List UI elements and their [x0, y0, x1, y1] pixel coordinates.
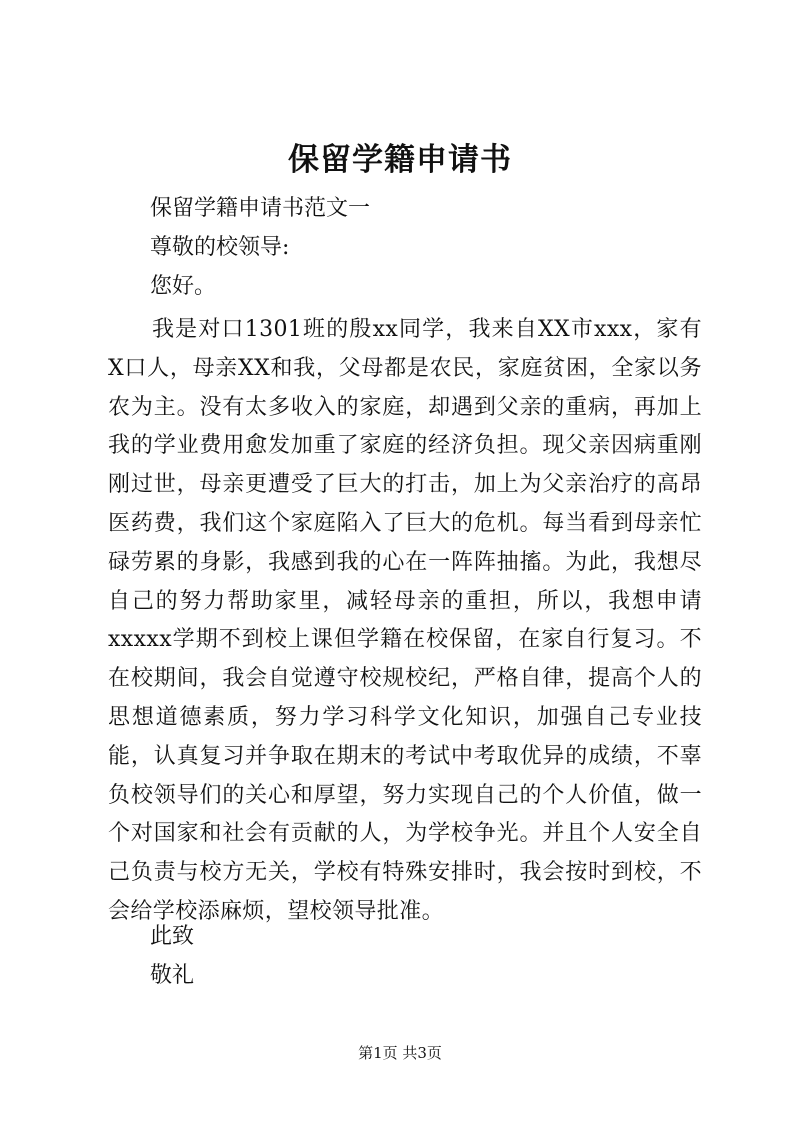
closing-line-1: 此致	[150, 924, 195, 949]
salutation: 尊敬的校领导:	[150, 235, 290, 260]
document-subtitle: 保留学籍申请书范文一	[150, 196, 371, 221]
greeting: 您好。	[150, 274, 217, 299]
closing-line-2: 敬礼	[150, 963, 195, 988]
page-number: 第1页 共3页	[358, 1044, 442, 1062]
document-title: 保留学籍申请书	[288, 142, 512, 178]
body-paragraph: 我是对口1301班的殷xx同学，我来自XX市xxx，家有X口人，母亲XX和我，父母都是农民，家庭贫困，全家以务农为主。没有太多收入的家庭，却遇到父亲的重病，再加上我的学业费用愈发加重了家庭的经济负担。现父亲因病重刚刚过世，母亲更遭受了巨大的打击，加上为父亲治疗的高昂医药费，我们这个家庭陷入了巨大的危机。每当看到母亲忙碌劳累的身影，我感到我的心在一阵阵抽搐。为此，我想尽自己的努力帮助家里，减轻母亲的重担，所以，我想申请xxxxx学期不到校上课但学籍在校保留，在家自行复习。不在校期间，我会自觉遵守校规校纪，严格自律，提高个人的思想道德素质，努力学习科学文化知识，加强自己专业技能，认真复习并争取在期末的考试中考取优异的成绩，不辜负校领导们的关心和厚望，努力实现自己的个人价值，做一个对国家和社会有贡献的人，为学校争光。并且个人安全自己负责与校方无关，学校有特殊安排时，我会按时到校，不会给学校添麻烦，望校领导批准。	[108, 317, 702, 924]
